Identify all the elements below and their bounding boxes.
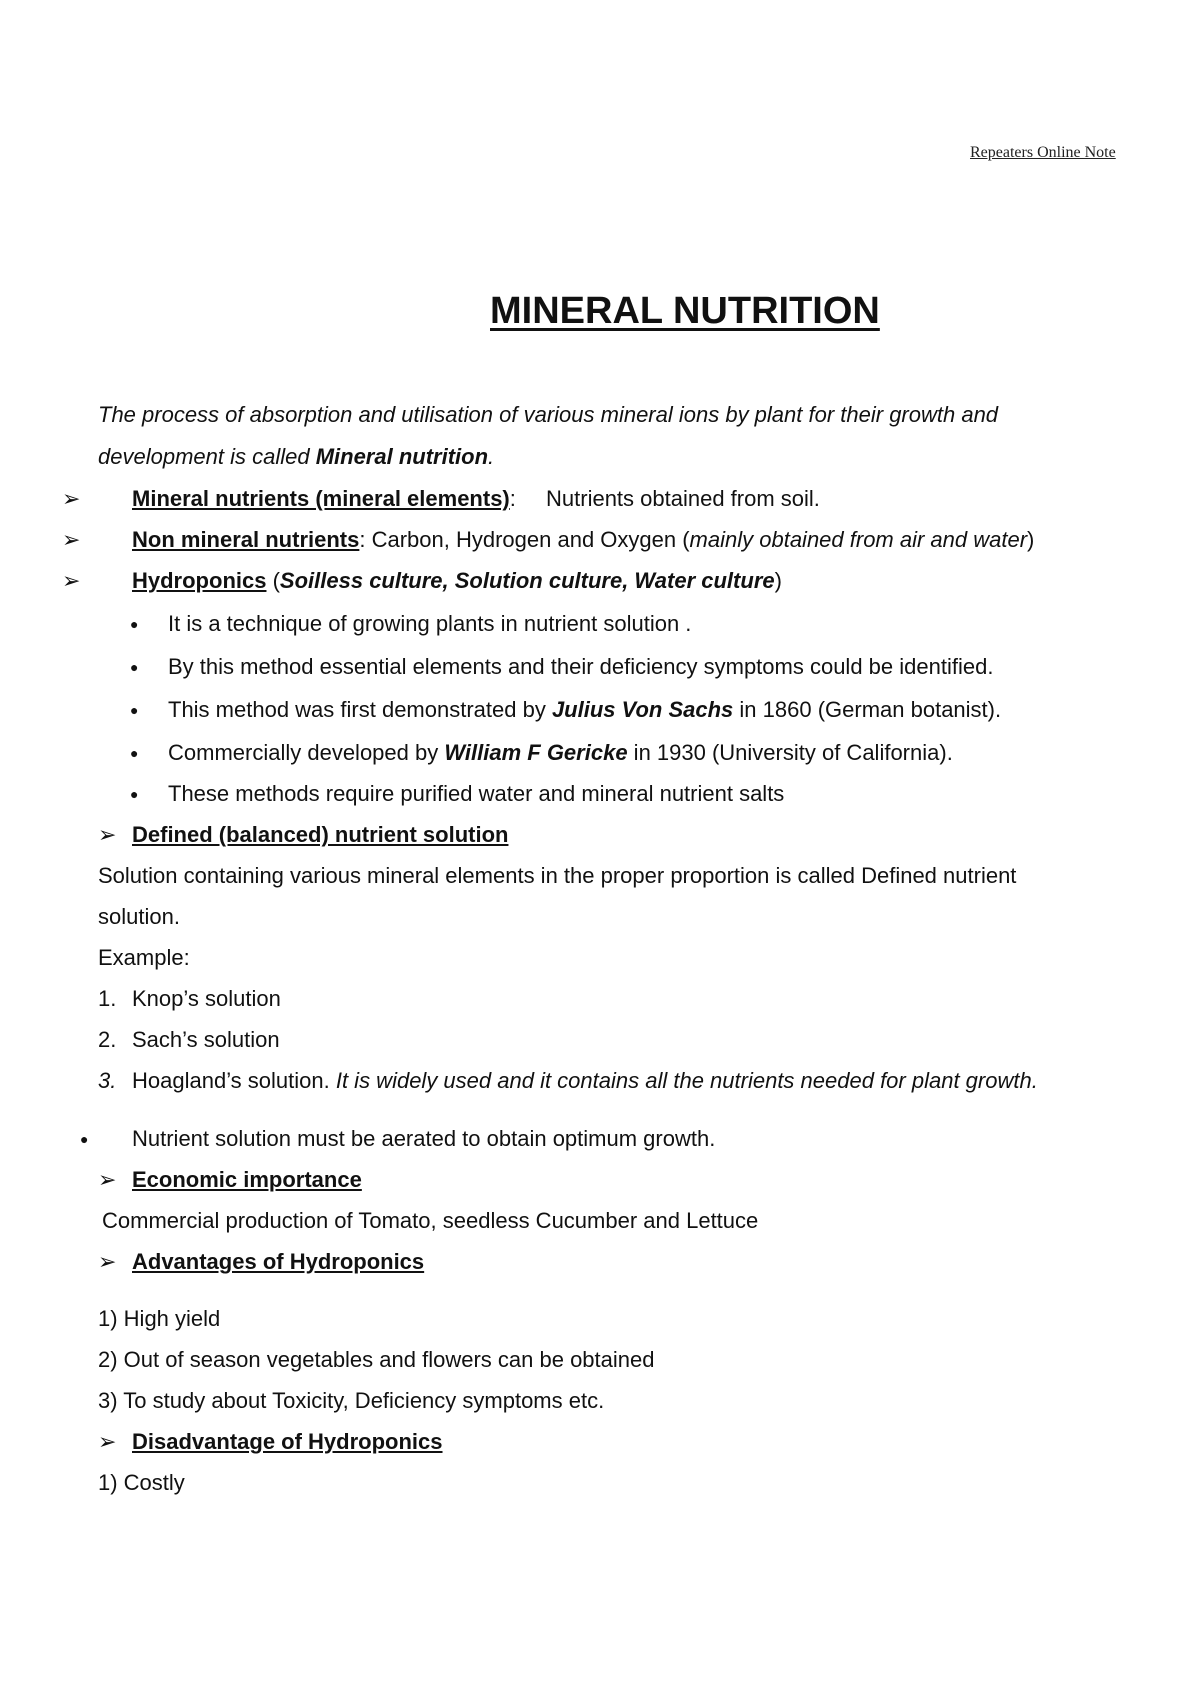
arrow-bullet-icon: ➢ [62,568,81,593]
arrow-bullet-icon: ➢ [98,1167,117,1192]
hydro-bullet-1: It is a technique of growing plants in nutrient solution . [168,611,692,636]
hydro-bullet-4-name: William F Gericke [444,740,628,765]
arrow-bullet-icon: ➢ [62,527,81,552]
defined-item: Sach’s solution [132,1027,280,1052]
point-non-mineral [132,527,1034,553]
defined-example: Example: [98,945,190,970]
intro-suffix: . [488,444,495,469]
bullet-icon: ● [130,616,139,632]
economic-heading: Economic importance [132,1167,362,1192]
disadvantages-heading: Disadvantage of Hydroponics [132,1429,443,1454]
header-note: Repeaters Online Note [970,144,1116,161]
point-hydroponics [132,568,782,594]
defined-item: Knop’s solution [132,986,281,1011]
point-mineral-text: Nutrients obtained from soil. [546,486,820,511]
bullet-icon: ● [130,702,139,718]
bullet-icon: ● [130,745,139,761]
point-non-mineral-close: ) [1027,527,1035,552]
defined-item [132,1068,1038,1094]
defined-item-note: It is widely used and it contains all the nutrients needed for plant growth. [335,1068,1038,1093]
hydro-bullet-4-b: in 1930 (University of California). [627,740,953,765]
hydro-bullet-4 [168,740,953,766]
defined-heading: Defined (balanced) nutrient solution [132,822,509,847]
aeration-text: Nutrient solution must be aerated to obtain optimum growth. [132,1126,716,1151]
bullet-icon: ● [130,786,139,802]
disadvantage-item: 1) Costly [98,1470,185,1495]
hydro-bullet-5: These methods require purified water and mineral nutrient salts [168,781,785,806]
hydro-bullet-3-name: Julius Von Sachs [551,697,734,722]
defined-item-num: 1. [98,986,117,1011]
advantages-heading: Advantages of Hydroponics [132,1249,425,1274]
point-hydroponics-close: ) [774,568,782,593]
intro-line-2 [98,444,494,470]
point-hydroponics-open: ( [266,568,280,593]
advantage-item: 1) High yield [98,1306,221,1331]
defined-item-num: 3. [98,1068,117,1093]
point-non-mineral-text: : Carbon, Hydrogen and Oxygen ( [359,527,690,552]
point-mineral-heading: Mineral nutrients (mineral elements) [132,486,510,511]
hydro-bullet-3 [168,697,1001,723]
economic-text: Commercial production of Tomato, seedless Cucumber and Lettuce [102,1208,759,1233]
arrow-bullet-icon: ➢ [98,822,117,847]
point-non-mineral-heading: Non mineral nutrients [132,527,360,552]
point-mineral [132,486,820,512]
defined-item-num: 2. [98,1027,117,1052]
bullet-icon: ● [130,659,139,675]
defined-line-2: solution. [98,904,180,929]
intro-term: Mineral nutrition [315,444,489,469]
intro-prefix: development is called [98,444,316,469]
defined-line-1: Solution containing various mineral elements in the proper proportion is called Defined nutrient [98,863,1017,888]
point-mineral-colon: : [509,486,516,511]
arrow-bullet-icon: ➢ [98,1249,117,1274]
point-hydroponics-heading: Hydroponics [132,568,267,593]
bullet-icon: ● [80,1131,89,1147]
point-hydroponics-italic: Soilless culture, Solution culture, Water culture [279,568,775,593]
hydro-bullet-2: By this method essential elements and their deficiency symptoms could be identified. [168,654,994,679]
hydro-bullet-4-a: Commercially developed by [168,740,445,765]
advantage-item: 2) Out of season vegetables and flowers can be obtained [98,1347,655,1372]
arrow-bullet-icon: ➢ [98,1429,117,1454]
intro-line-1: The process of absorption and utilisation of various mineral ions by plant for their growth and [98,402,999,427]
page-title: MINERAL NUTRITION [490,290,880,332]
arrow-bullet-icon: ➢ [62,486,81,511]
defined-item-text: Hoagland’s solution. [132,1068,336,1093]
hydro-bullet-3-a: This method was first demonstrated by [168,697,552,722]
hydro-bullet-3-b: in 1860 (German botanist). [733,697,1002,722]
point-non-mineral-italic: mainly obtained from air and water [689,527,1028,552]
advantage-item: 3) To study about Toxicity, Deficiency symptoms etc. [98,1388,605,1413]
